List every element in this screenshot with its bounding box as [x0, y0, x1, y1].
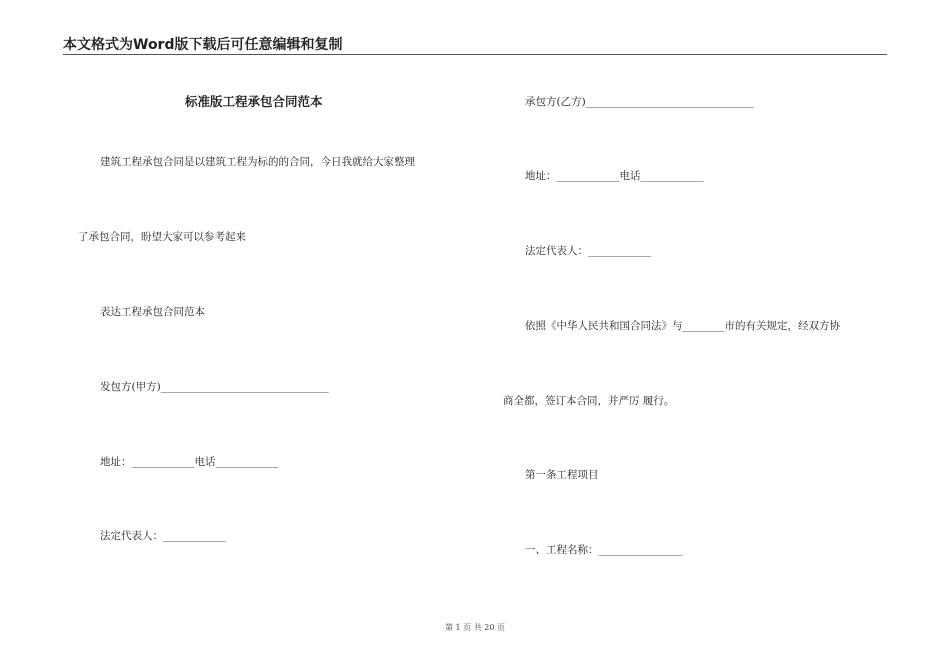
- party-a-legal-rep-line: 法定代表人：____________: [100, 530, 226, 542]
- intro-line-2: 了承包合同，盼望大家可以参考起来: [78, 231, 246, 243]
- article-1-heading: 第一条工程项目: [525, 469, 599, 481]
- party-a-address-line: 地址：____________电话____________: [100, 456, 279, 468]
- party-b-legal-rep-line: 法定代表人：____________: [525, 245, 651, 257]
- legal-basis-line-2: 商全都，签订本合同，并严厉 履行。: [503, 395, 675, 407]
- header-title: 本文格式为Word版下载后可任意编辑和复制: [63, 37, 343, 53]
- legal-basis-line-1: 依照《中华人民共和国合同法》与________市的有关规定，经双方协: [525, 320, 840, 332]
- party-a-line: 发包方(甲方)________________________________: [100, 381, 329, 393]
- intro-line-1: 建筑工程承包合同是以建筑工程为标的的合同，今日我就给大家整理: [100, 156, 415, 168]
- project-name-line: 一、工程名称：________________: [525, 544, 683, 556]
- page-number: 第 1 页 共 20 页: [445, 623, 505, 632]
- party-b-line: 承包方(乙方)________________________________: [525, 96, 754, 108]
- contract-subtitle: 表达工程承包合同范本: [100, 306, 205, 318]
- document-title: 标准版工程承包合同范本: [185, 94, 323, 109]
- party-b-address-line: 地址：____________电话____________: [525, 170, 704, 182]
- page-header: [63, 34, 887, 55]
